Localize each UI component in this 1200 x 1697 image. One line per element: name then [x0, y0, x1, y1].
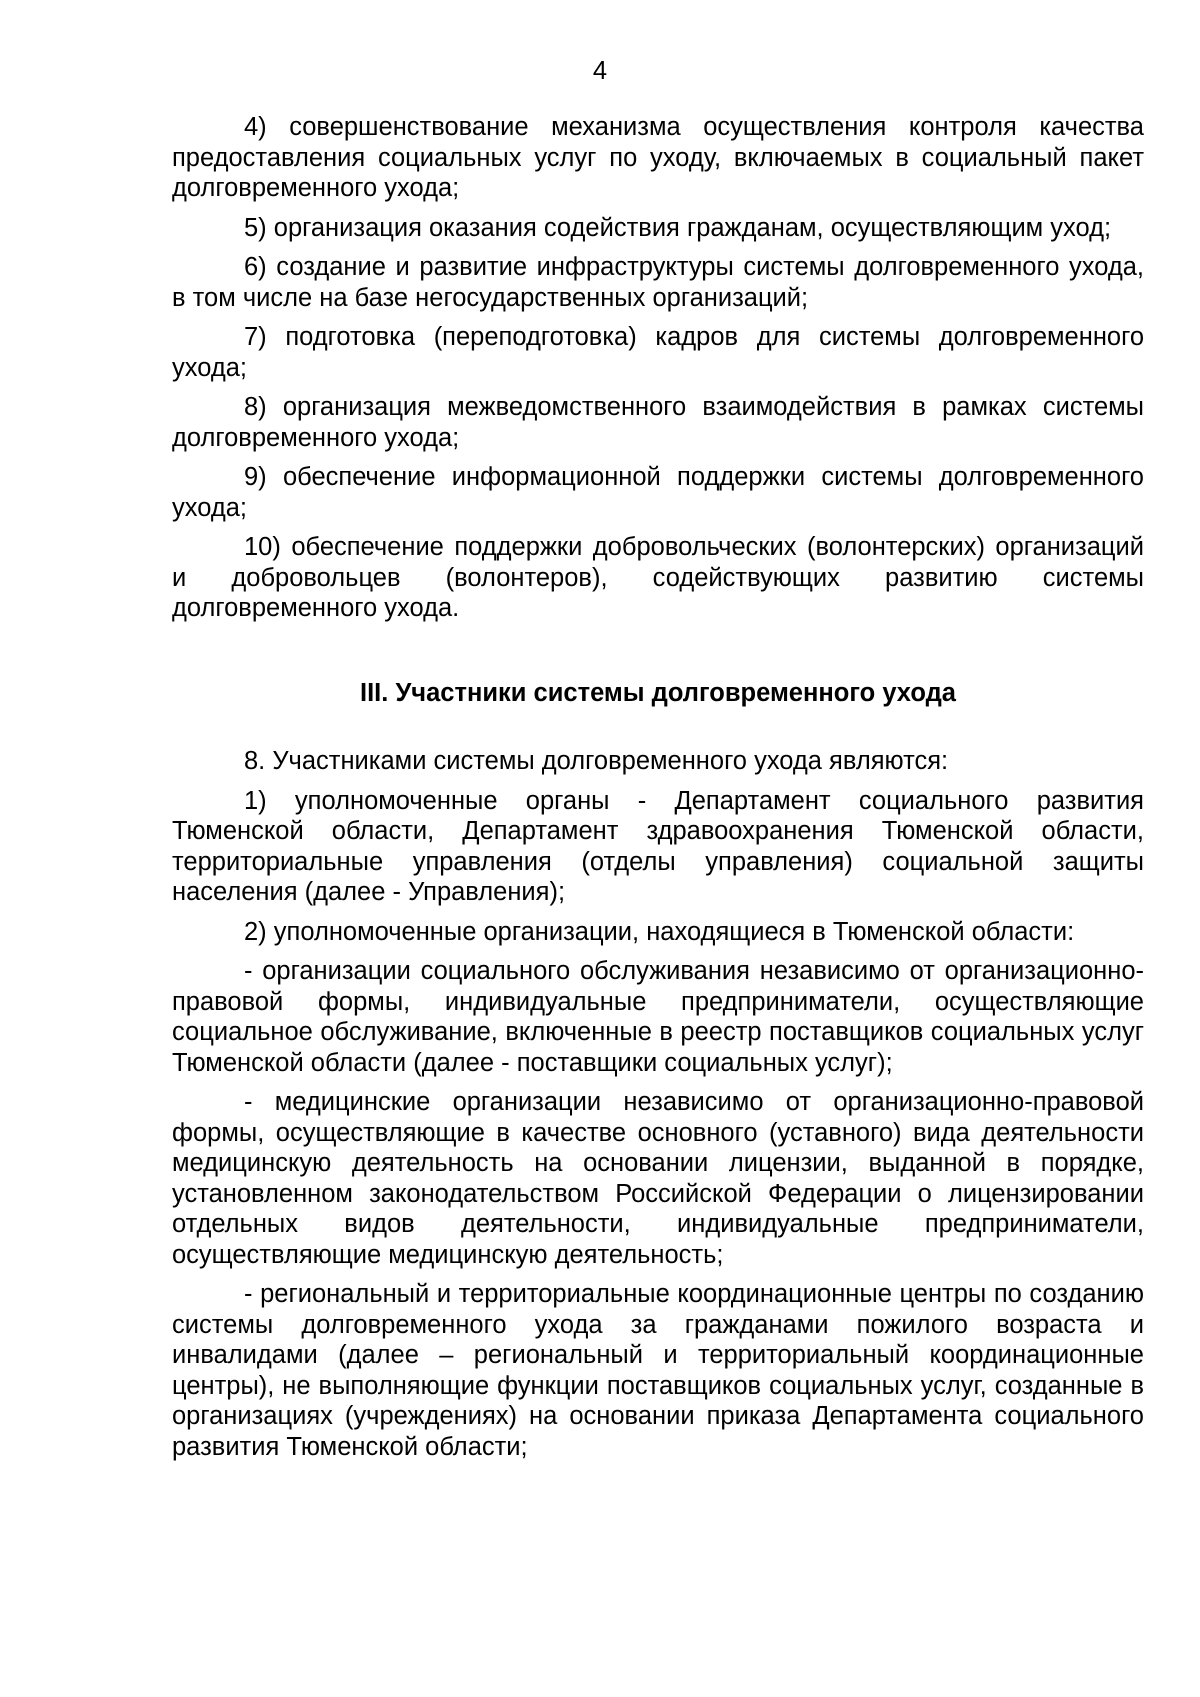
list-item: - медицинские организации независимо от организационно-правовой формы, осуществляющие в качестве основного (уставного) вида деятельности медицинскую деятельность на основании лицензии, выданной в порядке, установленном законодательством Российской Федерации о лицензировании отдельных видов деятельности, индивидуальные предприниматели, осуществляющие медицинскую деятельность; — [172, 1088, 1144, 1269]
list-item: 1) уполномоченные органы - Департамент социального развития Тюменской области, Департамент здравоохранения Тюменской области, территориальные управления (отделы управления) социальной защиты населения (далее - Управления); — [172, 786, 1144, 906]
page-number: 4 — [592, 57, 608, 85]
section-heading: III. Участники системы долговременного ухода — [360, 678, 956, 707]
document-body — [172, 112, 1144, 1471]
list-item: 5) организация оказания содействия гражданам, осуществляющим уход; — [244, 213, 1112, 242]
list-item: 8) организация межведомственного взаимодействия в рамках системы долговременного ухода; — [172, 393, 1144, 452]
paragraph: 8. Участниками системы долговременного ухода являются: — [244, 747, 949, 775]
list-item: 7) подготовка (переподготовка) кадров для системы долговременного ухода; — [172, 323, 1144, 382]
list-item: 2) уполномоченные организации, находящиеся в Тюменской области: — [244, 917, 1075, 946]
list-item: 10) обеспечение поддержки добровольческих (волонтерских) организаций и добровольцев (волонтеров), содействующих развитию системы долговременного ухода. — [172, 533, 1144, 622]
list-item: - региональный и территориальные координационные центры по созданию системы долговременного ухода за гражданами пожилого возраста и инвалидами (далее – региональный и территориальный координационные центры), не выполняющие функции поставщиков социальных услуг, созданные в организациях (учреждениях) на основании приказа Департамента социального развития Тюменской области; — [172, 1280, 1144, 1461]
list-item: 9) обеспечение информационной поддержки системы долговременного ухода; — [172, 463, 1144, 522]
list-item: - организации социального обслуживания независимо от организационно-правовой формы, индивидуальные предприниматели, осуществляющие социальное обслуживание, включенные в реестр поставщиков социальных услуг Тюменской области (далее - поставщики социальных услуг); — [172, 957, 1144, 1077]
list-item: 6) создание и развитие инфраструктуры системы долговременного ухода, в том числе на базе негосударственных организаций; — [172, 253, 1144, 312]
list-item: 4) совершенствование механизма осуществления контроля качества предоставления социальных услуг по уходу, включаемых в социальный пакет долговременного ухода; — [172, 113, 1144, 202]
